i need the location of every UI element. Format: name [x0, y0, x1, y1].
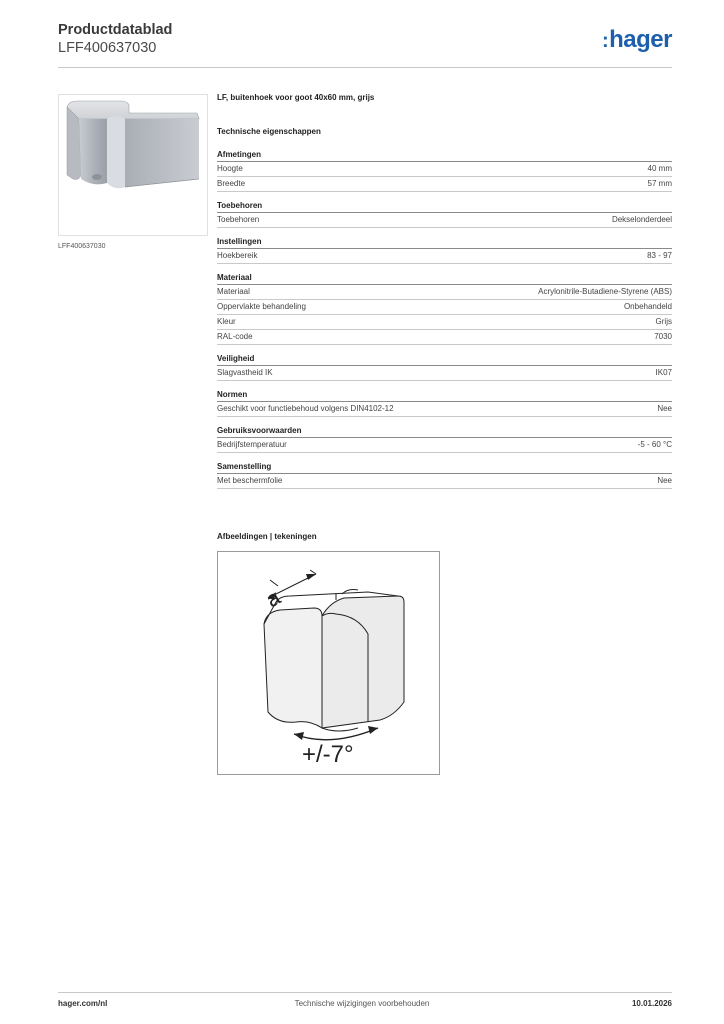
images-title: Afbeeldingen | tekeningen: [217, 532, 317, 541]
spec-row: [217, 177, 672, 192]
spec-row: [217, 474, 672, 489]
spec-label: Geschikt voor functiebehoud volgens DIN4102-12: [217, 404, 394, 413]
spec-row: [217, 402, 672, 417]
spec-label: Toebehoren: [217, 215, 260, 224]
spec-group: [217, 273, 672, 345]
spec-label: Materiaal: [217, 287, 250, 296]
dimension-label: a: [261, 584, 285, 613]
spec-group: [217, 462, 672, 489]
spec-value: Acrylonitrile-Butadiene-Styrene (ABS): [538, 287, 672, 296]
spec-label: Slagvastheid IK: [217, 368, 273, 377]
footer-disclaimer: Technische wijzigingen voorbehouden: [294, 999, 430, 1008]
logo-dots: :: [601, 30, 609, 52]
spec-label: Kleur: [217, 317, 236, 326]
spec-value: Dekselonderdeel: [611, 215, 672, 224]
spec-label: Hoekbereik: [217, 251, 258, 260]
spec-label: Met beschermfolie: [217, 476, 283, 485]
product-photo: [58, 94, 208, 236]
spec-row: [217, 213, 672, 228]
spec-value: Grijs: [655, 317, 672, 326]
spec-group: [217, 237, 672, 264]
spec-label: Breedte: [217, 179, 246, 188]
spec-value: Nee: [657, 404, 672, 413]
spec-label: Hoogte: [217, 164, 243, 173]
spec-row: [217, 438, 672, 453]
spec-value: IK07: [655, 368, 672, 377]
hager-logo: [602, 26, 672, 54]
spec-value: Onbehandeld: [623, 302, 672, 311]
spec-group-title: Samenstelling: [217, 462, 672, 474]
spec-value: 40 mm: [647, 164, 672, 173]
product-name: LF, buitenhoek voor goot 40x60 mm, grijs: [217, 93, 375, 102]
photo-caption: LFF400637030: [58, 243, 106, 250]
spec-label: RAL-code: [217, 332, 253, 341]
spec-group-title: Veiligheid: [217, 354, 672, 366]
angle-label: +/-7°: [302, 741, 354, 768]
spec-label: Bedrijfstemperatuur: [217, 440, 287, 449]
spec-row: [217, 330, 672, 345]
spec-group: [217, 150, 672, 192]
spec-value: -5 - 60 °C: [637, 440, 672, 449]
header-divider: [58, 67, 672, 68]
technical-drawing: [217, 551, 440, 775]
spec-row: [217, 249, 672, 264]
spec-group: [217, 426, 672, 453]
spec-section: [217, 93, 672, 498]
spec-group-title: Toebehoren: [217, 201, 672, 213]
spec-group: [217, 390, 672, 417]
spec-group: [217, 354, 672, 381]
footer-website: hager.com/nl: [58, 999, 108, 1008]
spec-group-title: Afmetingen: [217, 150, 672, 162]
spec-group-title: Normen: [217, 390, 672, 402]
technical-properties-title: Technische eigenschappen: [217, 127, 321, 136]
header-product-code: LFF400637030: [58, 40, 157, 56]
spec-value: 83 - 97: [647, 251, 672, 260]
header-title: Productdatablad: [58, 22, 173, 38]
spec-value: 57 mm: [647, 179, 672, 188]
spec-row: [217, 300, 672, 315]
spec-value: Nee: [657, 476, 672, 485]
footer-date: 10.01.2026: [631, 999, 672, 1008]
spec-groups: [217, 150, 672, 489]
spec-group-title: Gebruiksvoorwaarden: [217, 426, 672, 438]
spec-group-title: Materiaal: [217, 273, 672, 285]
logo-text: hager: [609, 26, 672, 53]
spec-group-title: Instellingen: [217, 237, 672, 249]
spec-label: Oppervlakte behandeling: [217, 302, 306, 311]
spec-row: [217, 285, 672, 300]
spec-value: 7030: [654, 332, 672, 341]
spec-group: [217, 201, 672, 228]
spec-row: [217, 315, 672, 330]
footer-divider: [58, 992, 672, 993]
spec-row: [217, 366, 672, 381]
spec-row: [217, 162, 672, 177]
